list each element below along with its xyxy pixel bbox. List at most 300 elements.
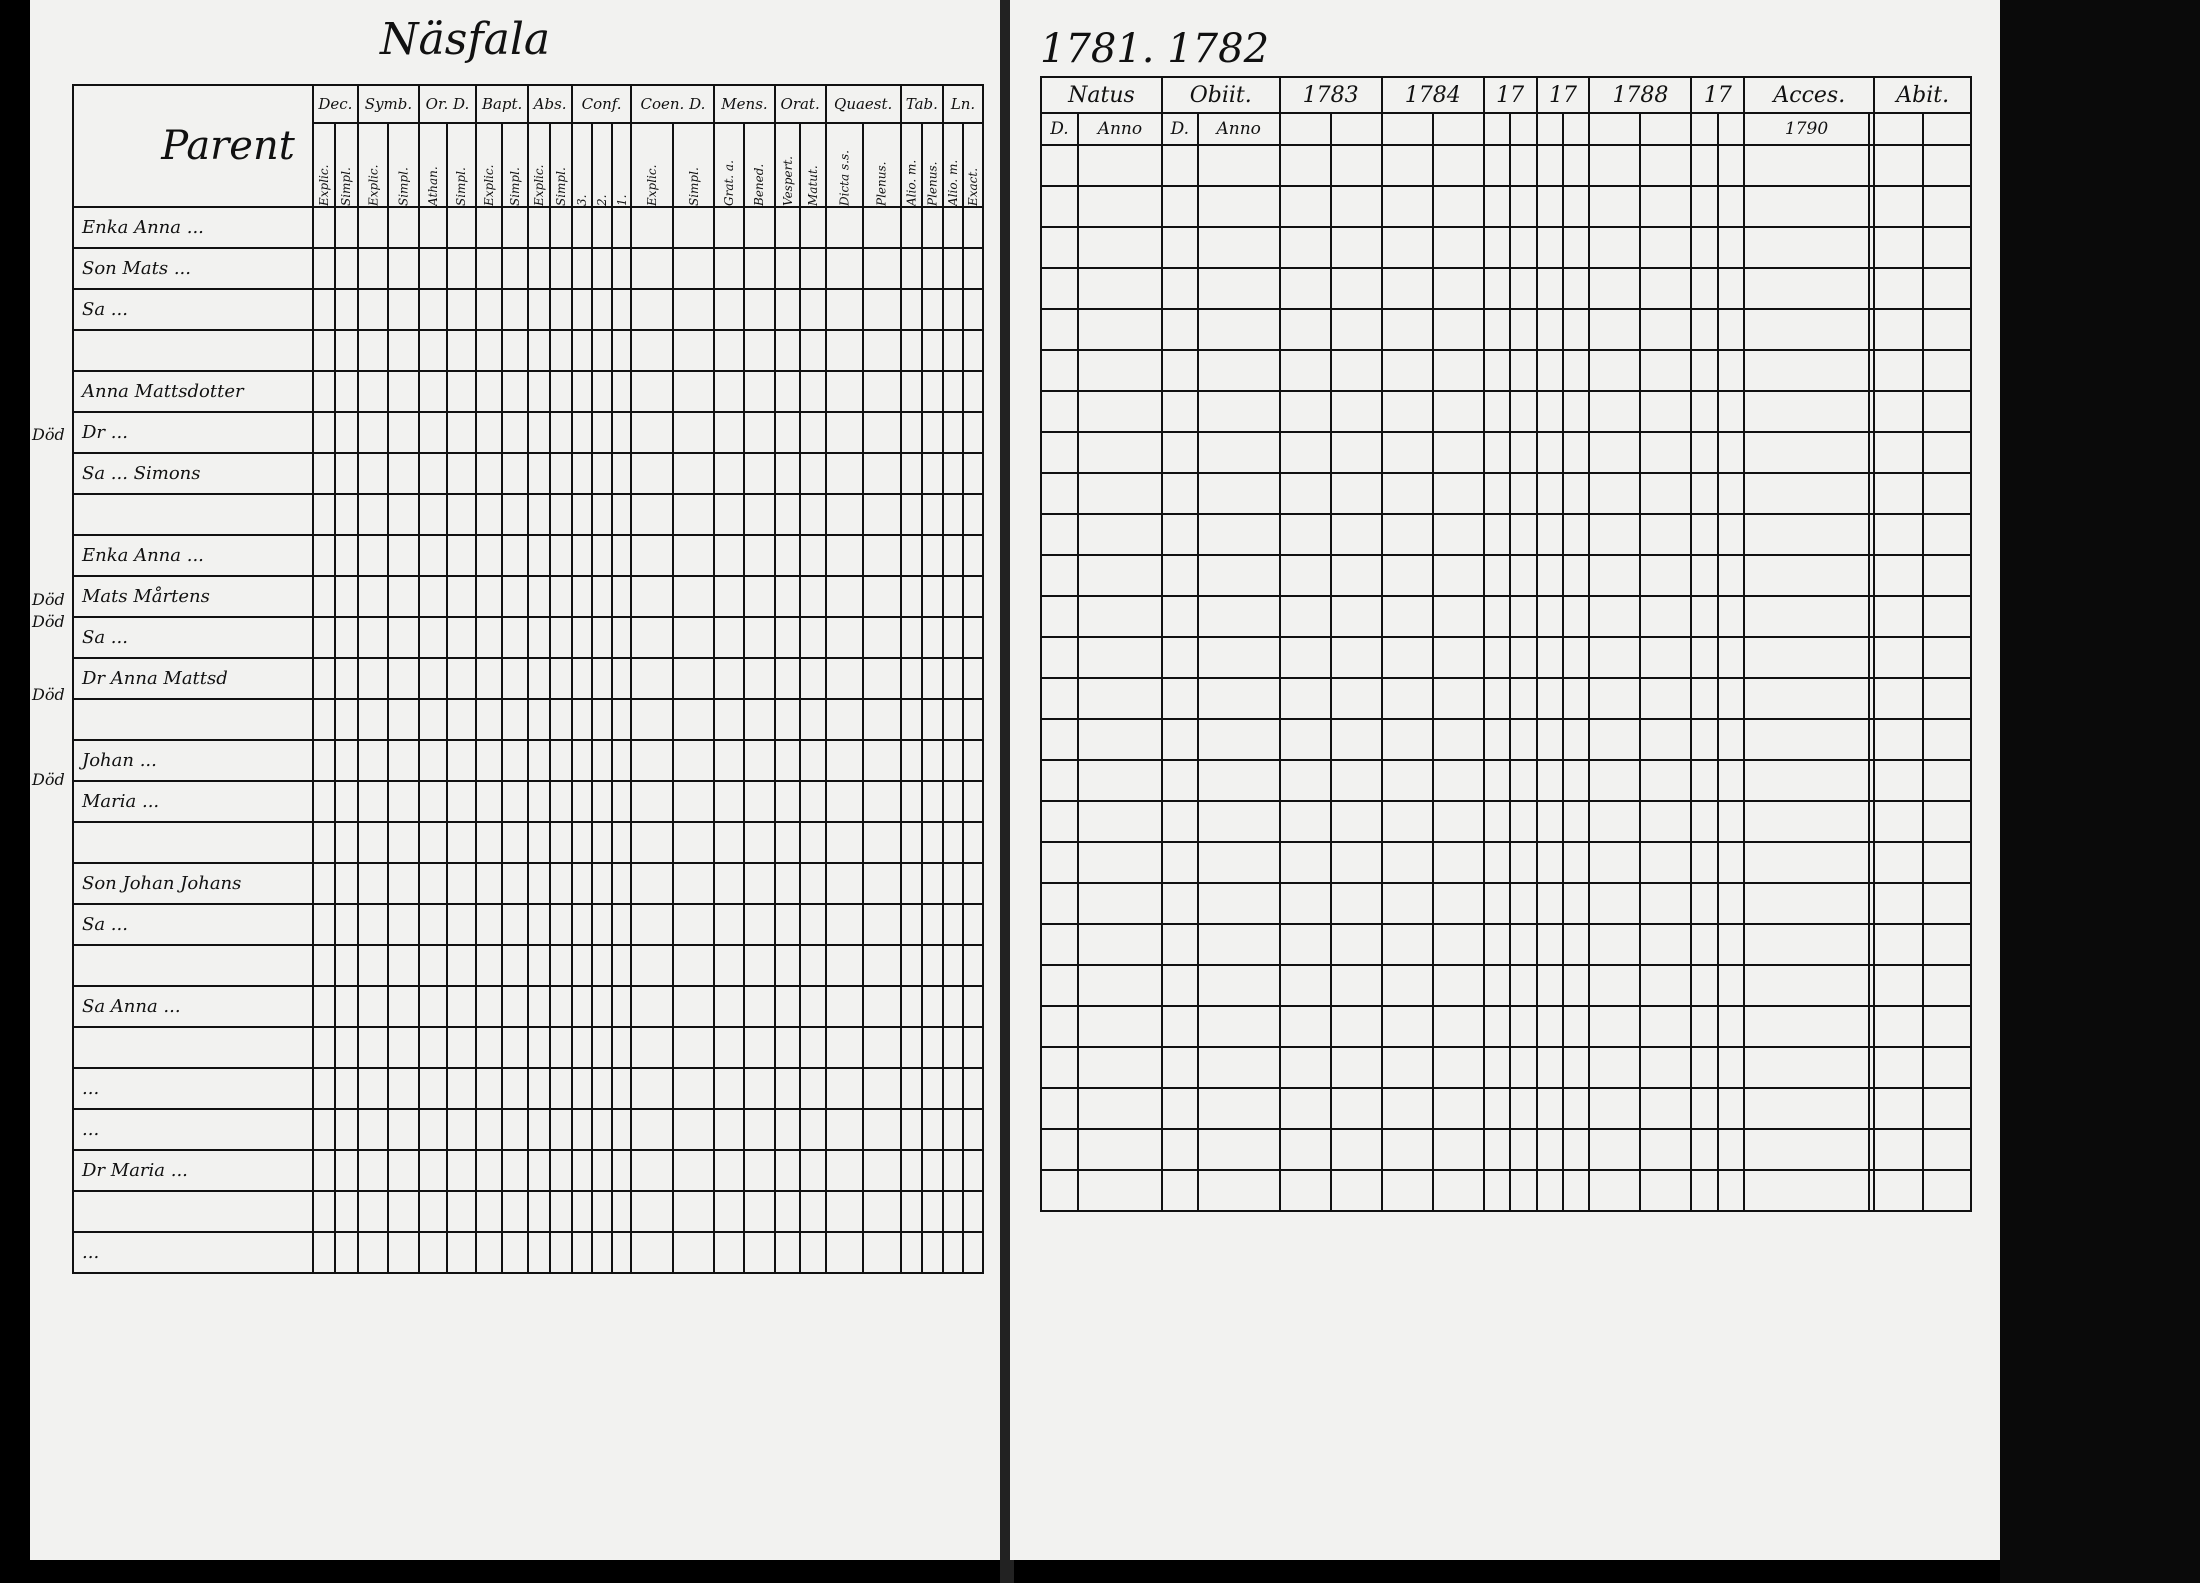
register-cell <box>313 740 335 781</box>
register-cell <box>1484 1006 1510 1047</box>
register-cell <box>447 1150 475 1191</box>
column-subheader <box>1718 113 1744 145</box>
register-cell <box>388 289 419 330</box>
register-cell <box>1563 965 1589 1006</box>
register-cell <box>1280 227 1331 268</box>
register-cell <box>714 289 744 330</box>
register-cell <box>901 412 922 453</box>
register-cell <box>1718 514 1744 555</box>
register-cell <box>1041 391 1078 432</box>
register-cell <box>1382 309 1433 350</box>
register-cell <box>744 576 774 617</box>
register-cell <box>775 494 801 535</box>
register-cell <box>1640 924 1691 965</box>
register-cell <box>631 617 673 658</box>
register-cell <box>863 699 900 740</box>
register-cell <box>863 904 900 945</box>
column-subheader: Bened. <box>744 123 774 207</box>
person-name: Dr Anna Mattsd <box>73 658 313 699</box>
register-cell <box>1382 637 1433 678</box>
register-cell <box>335 289 357 330</box>
register-cell <box>358 945 389 986</box>
register-cell <box>1484 555 1510 596</box>
register-cell <box>1162 350 1198 391</box>
register-cell <box>1744 801 1869 842</box>
register-cell <box>358 576 389 617</box>
register-cell <box>1433 309 1484 350</box>
register-cell <box>863 986 900 1027</box>
register-cell <box>612 740 632 781</box>
register-cell <box>800 576 826 617</box>
register-cell <box>550 863 572 904</box>
margin-note: Död <box>32 770 65 789</box>
register-cell <box>1433 842 1484 883</box>
register-cell <box>358 289 389 330</box>
register-cell <box>826 289 863 330</box>
register-cell <box>1640 186 1691 227</box>
register-cell <box>335 1109 357 1150</box>
register-cell <box>775 863 801 904</box>
register-cell <box>1280 514 1331 555</box>
register-cell <box>1691 473 1717 514</box>
register-cell <box>1078 309 1162 350</box>
register-cell <box>943 576 963 617</box>
register-cell <box>1162 309 1198 350</box>
register-cell <box>592 863 612 904</box>
register-cell <box>502 576 528 617</box>
table-row <box>73 453 983 494</box>
register-cell <box>1331 514 1382 555</box>
register-cell <box>1874 309 1922 350</box>
register-cell <box>631 453 673 494</box>
register-cell <box>1280 1170 1331 1211</box>
register-cell <box>388 986 419 1027</box>
register-cell <box>550 740 572 781</box>
register-cell <box>963 412 983 453</box>
register-cell <box>673 863 715 904</box>
register-cell <box>1382 432 1433 473</box>
register-cell <box>388 494 419 535</box>
register-cell <box>943 822 963 863</box>
register-cell <box>963 658 983 699</box>
register-cell <box>528 781 550 822</box>
register-cell <box>335 207 357 248</box>
register-cell <box>358 904 389 945</box>
register-cell <box>775 1027 801 1068</box>
register-cell <box>943 863 963 904</box>
register-cell <box>1198 637 1280 678</box>
column-subheader: Athan. <box>419 123 447 207</box>
register-cell <box>612 248 632 289</box>
register-cell <box>1198 678 1280 719</box>
column-header: 17 <box>1691 77 1744 113</box>
register-cell <box>1874 760 1922 801</box>
register-cell <box>800 740 826 781</box>
register-cell <box>1563 268 1589 309</box>
register-cell <box>592 1232 612 1273</box>
register-cell <box>1433 965 1484 1006</box>
table-row <box>73 1191 983 1232</box>
register-cell <box>943 453 963 494</box>
register-cell <box>1589 186 1640 227</box>
register-cell <box>447 207 475 248</box>
register-cell <box>476 1109 502 1150</box>
register-cell <box>1078 1129 1162 1170</box>
register-cell <box>1923 555 1971 596</box>
register-cell <box>1198 268 1280 309</box>
column-subheader: 2. <box>592 123 612 207</box>
register-cell <box>1484 924 1510 965</box>
register-cell <box>1691 268 1717 309</box>
register-cell <box>550 1027 572 1068</box>
register-cell <box>1433 637 1484 678</box>
register-cell <box>447 699 475 740</box>
register-cell <box>1382 883 1433 924</box>
register-cell <box>528 1232 550 1273</box>
register-cell <box>1331 391 1382 432</box>
register-cell <box>1331 842 1382 883</box>
column-header: Tab. <box>901 85 943 123</box>
register-cell <box>775 822 801 863</box>
register-cell <box>1382 924 1433 965</box>
register-cell <box>1041 1006 1078 1047</box>
register-cell <box>826 412 863 453</box>
register-cell <box>419 658 447 699</box>
register-cell <box>1484 268 1510 309</box>
register-cell <box>313 1068 335 1109</box>
register-cell <box>943 289 963 330</box>
register-cell <box>1078 883 1162 924</box>
register-cell <box>1874 268 1922 309</box>
right-page-title: 1781. 1782 <box>1040 26 1270 72</box>
register-cell <box>775 207 801 248</box>
register-cell <box>1874 842 1922 883</box>
table-row <box>1041 145 1971 186</box>
register-cell <box>1280 473 1331 514</box>
register-cell <box>744 945 774 986</box>
register-cell <box>550 781 572 822</box>
table-row <box>73 207 983 248</box>
register-cell <box>1078 268 1162 309</box>
register-cell <box>1041 514 1078 555</box>
register-cell <box>528 945 550 986</box>
register-cell <box>1718 719 1744 760</box>
register-cell <box>419 412 447 453</box>
register-cell <box>963 289 983 330</box>
column-header: Dec. <box>313 85 358 123</box>
register-cell <box>1510 1088 1536 1129</box>
register-cell <box>1923 596 1971 637</box>
register-cell <box>1589 1170 1640 1211</box>
register-cell <box>800 494 826 535</box>
register-cell <box>1433 391 1484 432</box>
register-cell <box>1640 801 1691 842</box>
register-cell <box>528 453 550 494</box>
register-cell <box>592 617 612 658</box>
register-cell <box>673 412 715 453</box>
register-cell <box>1198 1170 1280 1211</box>
column-subheader: Simpl. <box>673 123 715 207</box>
register-cell <box>358 1027 389 1068</box>
register-cell <box>1162 1006 1198 1047</box>
register-cell <box>863 658 900 699</box>
register-cell <box>826 576 863 617</box>
register-cell <box>922 1027 943 1068</box>
register-cell <box>1162 1088 1198 1129</box>
register-cell <box>1433 145 1484 186</box>
register-cell <box>1510 268 1536 309</box>
register-cell <box>1718 596 1744 637</box>
register-cell <box>1484 145 1510 186</box>
register-cell <box>963 986 983 1027</box>
register-cell <box>826 371 863 412</box>
register-cell <box>1484 1129 1510 1170</box>
register-cell <box>1537 514 1563 555</box>
register-cell <box>901 617 922 658</box>
register-cell <box>901 986 922 1027</box>
register-cell <box>612 371 632 412</box>
register-cell <box>612 781 632 822</box>
column-subheader: D. <box>1041 113 1078 145</box>
register-cell <box>1537 801 1563 842</box>
register-cell <box>1718 678 1744 719</box>
register-cell <box>1078 1047 1162 1088</box>
register-cell <box>1510 309 1536 350</box>
register-cell <box>476 576 502 617</box>
register-cell <box>1280 965 1331 1006</box>
register-cell <box>1041 268 1078 309</box>
register-cell <box>388 1068 419 1109</box>
register-cell <box>1589 350 1640 391</box>
register-cell <box>1640 965 1691 1006</box>
register-cell <box>1331 965 1382 1006</box>
register-cell <box>800 248 826 289</box>
register-cell <box>528 371 550 412</box>
register-cell <box>1691 719 1717 760</box>
register-cell <box>1537 883 1563 924</box>
register-cell <box>673 1027 715 1068</box>
register-cell <box>1744 473 1869 514</box>
register-cell <box>1744 596 1869 637</box>
register-cell <box>1874 555 1922 596</box>
register-cell <box>1923 1006 1971 1047</box>
register-cell <box>358 699 389 740</box>
scan-edge <box>2000 0 2200 1583</box>
register-cell <box>714 1150 744 1191</box>
register-cell <box>1563 842 1589 883</box>
register-cell <box>1744 186 1869 227</box>
register-cell <box>502 740 528 781</box>
register-cell <box>1691 186 1717 227</box>
register-cell <box>1589 1047 1640 1088</box>
register-cell <box>313 1150 335 1191</box>
register-cell <box>313 1027 335 1068</box>
person-name <box>73 494 313 535</box>
register-cell <box>1510 350 1536 391</box>
register-cell <box>1433 432 1484 473</box>
register-cell <box>943 699 963 740</box>
register-cell <box>922 1191 943 1232</box>
register-cell <box>502 617 528 658</box>
column-header: Mens. <box>714 85 774 123</box>
register-cell <box>1718 268 1744 309</box>
person-name <box>73 1191 313 1232</box>
register-cell <box>1162 145 1198 186</box>
register-cell <box>502 453 528 494</box>
register-cell <box>476 822 502 863</box>
register-cell <box>1923 1088 1971 1129</box>
register-cell <box>1640 1006 1691 1047</box>
register-cell <box>1198 965 1280 1006</box>
register-cell <box>901 1027 922 1068</box>
register-cell <box>963 1150 983 1191</box>
register-cell <box>313 1232 335 1273</box>
register-cell <box>714 863 744 904</box>
register-cell <box>1041 719 1078 760</box>
register-cell <box>592 822 612 863</box>
register-cell <box>1923 637 1971 678</box>
register-cell <box>419 371 447 412</box>
register-cell <box>714 617 744 658</box>
register-cell <box>1589 1129 1640 1170</box>
register-cell <box>963 904 983 945</box>
register-cell <box>1537 145 1563 186</box>
register-cell <box>612 576 632 617</box>
register-cell <box>826 904 863 945</box>
register-cell <box>1537 1088 1563 1129</box>
person-name: Johan ... <box>73 740 313 781</box>
register-cell <box>1744 924 1869 965</box>
register-cell <box>901 1150 922 1191</box>
register-cell <box>800 289 826 330</box>
register-cell <box>313 822 335 863</box>
column-subheader: Explic. <box>528 123 550 207</box>
register-cell <box>447 494 475 535</box>
register-cell <box>550 576 572 617</box>
register-cell <box>800 945 826 986</box>
register-cell <box>1078 965 1162 1006</box>
register-cell <box>1874 1047 1922 1088</box>
register-cell <box>1589 227 1640 268</box>
register-cell <box>572 658 592 699</box>
register-cell <box>572 904 592 945</box>
register-cell <box>1510 1170 1536 1211</box>
register-cell <box>1874 924 1922 965</box>
register-cell <box>1331 350 1382 391</box>
register-cell <box>1589 596 1640 637</box>
register-cell <box>1198 883 1280 924</box>
register-cell <box>1589 842 1640 883</box>
register-cell <box>1198 309 1280 350</box>
column-subheader: Plenus. <box>922 123 943 207</box>
table-row <box>1041 842 1971 883</box>
margin-note: Död <box>32 612 65 631</box>
register-cell <box>1691 637 1717 678</box>
table-row <box>73 740 983 781</box>
register-cell <box>1718 1088 1744 1129</box>
register-cell <box>1691 1088 1717 1129</box>
register-cell <box>572 1109 592 1150</box>
register-cell <box>1691 432 1717 473</box>
register-cell <box>1433 760 1484 801</box>
register-cell <box>1162 555 1198 596</box>
register-cell <box>775 453 801 494</box>
register-cell <box>1078 801 1162 842</box>
register-cell <box>631 1027 673 1068</box>
register-cell <box>1280 596 1331 637</box>
register-cell <box>572 576 592 617</box>
register-cell <box>863 1232 900 1273</box>
register-cell <box>775 576 801 617</box>
register-cell <box>1162 514 1198 555</box>
register-cell <box>922 1232 943 1273</box>
register-cell <box>1078 186 1162 227</box>
register-cell <box>476 412 502 453</box>
register-cell <box>1382 350 1433 391</box>
register-cell <box>943 617 963 658</box>
register-cell <box>1563 432 1589 473</box>
register-cell <box>358 371 389 412</box>
register-cell <box>1382 1129 1433 1170</box>
register-cell <box>313 945 335 986</box>
register-cell <box>612 945 632 986</box>
register-cell <box>1041 227 1078 268</box>
column-header: Ln. <box>943 85 983 123</box>
register-cell <box>476 248 502 289</box>
register-cell <box>1744 1170 1869 1211</box>
register-cell <box>1874 514 1922 555</box>
register-cell <box>901 1232 922 1273</box>
register-cell <box>673 207 715 248</box>
register-cell <box>358 248 389 289</box>
register-cell <box>388 945 419 986</box>
register-cell <box>673 1232 715 1273</box>
register-cell <box>1280 350 1331 391</box>
register-cell <box>1563 186 1589 227</box>
register-cell <box>447 535 475 576</box>
register-cell <box>313 330 335 371</box>
register-cell <box>335 453 357 494</box>
register-cell <box>1198 350 1280 391</box>
register-cell <box>714 576 744 617</box>
register-cell <box>550 412 572 453</box>
register-cell <box>744 1191 774 1232</box>
register-cell <box>673 822 715 863</box>
register-cell <box>744 412 774 453</box>
register-cell <box>572 207 592 248</box>
column-subheader <box>1331 113 1382 145</box>
register-cell <box>1718 842 1744 883</box>
register-cell <box>1563 801 1589 842</box>
register-cell <box>1744 145 1869 186</box>
register-cell <box>1744 227 1869 268</box>
person-name <box>73 822 313 863</box>
register-cell <box>388 207 419 248</box>
register-cell <box>502 248 528 289</box>
register-cell <box>943 740 963 781</box>
register-cell <box>572 535 592 576</box>
register-cell <box>502 781 528 822</box>
column-header: Abs. <box>528 85 571 123</box>
register-cell <box>1198 391 1280 432</box>
register-cell <box>1433 1129 1484 1170</box>
column-header: Symb. <box>358 85 419 123</box>
register-cell <box>963 740 983 781</box>
register-cell <box>901 863 922 904</box>
register-cell <box>963 535 983 576</box>
register-cell <box>1382 473 1433 514</box>
register-cell <box>1162 678 1198 719</box>
